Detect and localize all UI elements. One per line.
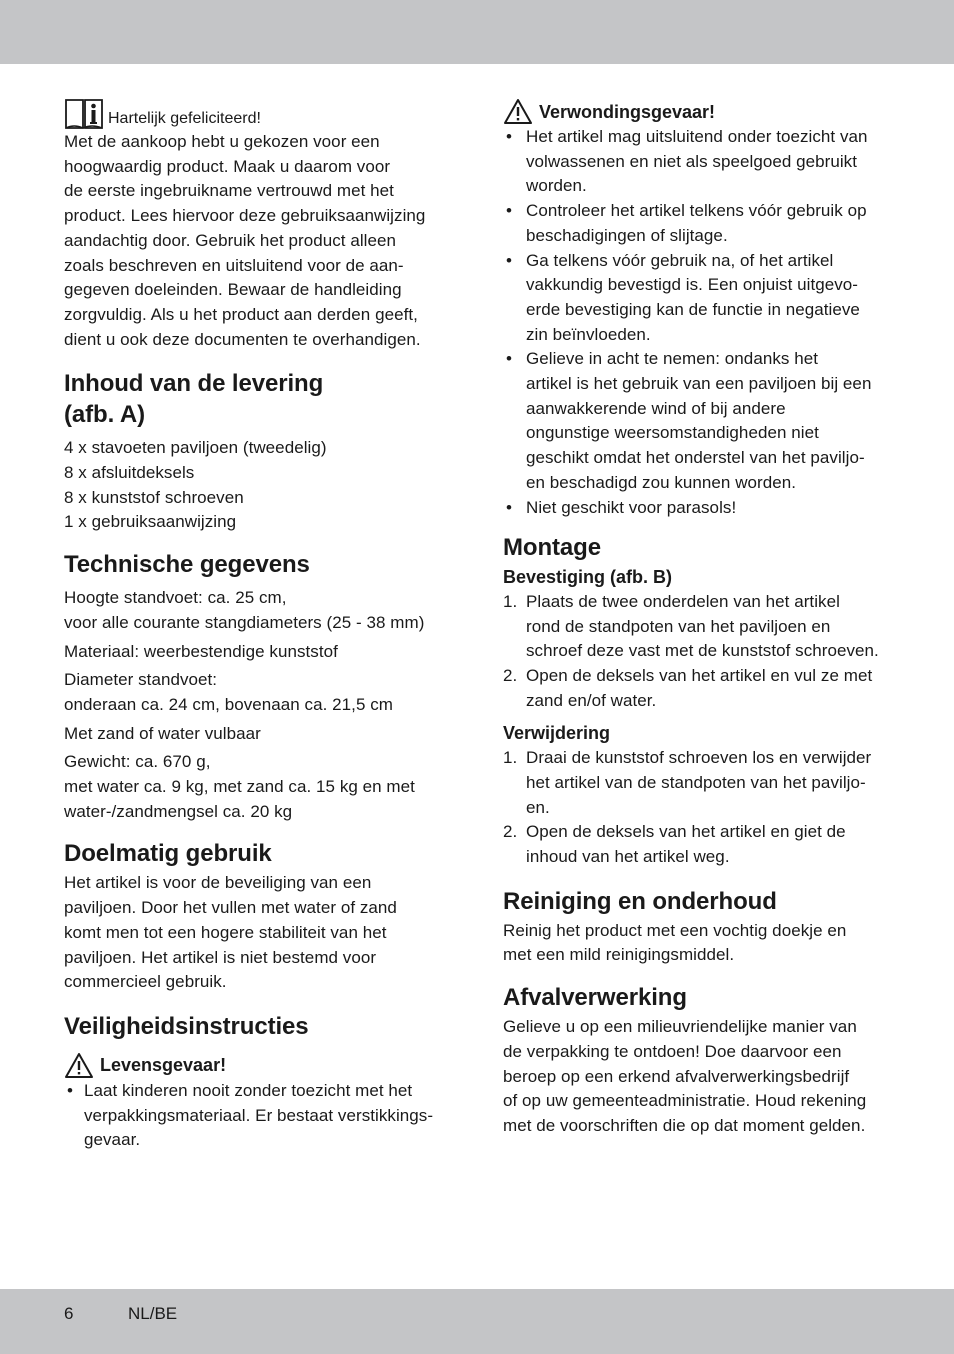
text-line: commercieel gebruik. <box>64 972 227 992</box>
text-line: zorgvuldig. Als u het product aan derden geeft, <box>64 304 418 324</box>
warning-triangle-icon <box>503 98 533 125</box>
language-code: NL/BE <box>128 1304 178 1323</box>
waste-paragraph <box>503 1015 895 1139</box>
text-line: Het artikel mag uitsluitend onder toezicht van <box>526 127 868 146</box>
tech-block <box>64 640 448 665</box>
manual-info-icon <box>64 96 104 130</box>
danger-title: Levensgevaar! <box>100 1055 227 1076</box>
mount-subheading: Bevestiging (afb. B) <box>503 567 673 588</box>
text-line: geschikt omdat het onderstel van het paviljo- <box>526 448 865 468</box>
text-line: beschadigingen of slijtage. <box>526 225 728 245</box>
text-line: Controleer het artikel telkens vóór gebruik op <box>526 201 867 221</box>
right-column <box>503 98 895 1139</box>
list-item: 8 x afsluitdeksels <box>64 463 195 483</box>
text-line: zoals beschreven en uitsluitend voor de aan- <box>64 255 404 275</box>
danger-list <box>64 1079 448 1153</box>
step-number: 2. <box>503 822 518 842</box>
header-bar <box>0 0 954 64</box>
text-line: of op uw gemeenteadministratie. Houd rekening <box>503 1091 867 1111</box>
tech-heading: Technische gegevens <box>64 551 310 579</box>
list-item <box>503 199 895 248</box>
text-line: het artikel van de standpoten van het paviljo- <box>526 772 866 792</box>
text-line: Met zand of water vulbaar <box>64 723 261 743</box>
list-item <box>64 1079 448 1153</box>
step-number: 2. <box>503 666 518 686</box>
assembly-heading: Montage <box>503 534 601 562</box>
injury-warning <box>503 98 895 125</box>
text-line: aanwakkerende wind of bij andere <box>526 398 786 418</box>
tech-block <box>64 586 448 635</box>
text-line: vakkundig bevestigd is. Een onjuist uitgevo- <box>526 275 859 295</box>
step-item <box>503 590 895 664</box>
danger-warning <box>64 1052 448 1079</box>
step-item <box>503 664 895 713</box>
text-line: Draai de kunststof schroeven los en verwijder <box>526 748 872 768</box>
text-line: Het artikel is voor de beveiliging van een <box>64 873 372 893</box>
text-line: Gelieve u op een milieuvriendelijke manier van <box>503 1017 857 1037</box>
tech-block <box>64 750 448 824</box>
text-line: de verpakking te ontdoen! Doe daarvoor een <box>503 1041 842 1061</box>
page-number: 6 <box>64 1304 74 1323</box>
mount-steps <box>503 590 895 714</box>
text-line: Reinig het product met een vochtig doekje en <box>503 920 847 940</box>
text-line: rond de standpoten van het paviljoen en <box>526 616 831 636</box>
text-line: product. Lees hiervoor deze gebruiksaanwijzing <box>64 206 426 226</box>
intro-paragraph <box>64 130 448 352</box>
safety-heading: Veiligheidsinstructies <box>64 1012 309 1040</box>
text-line: gegeven doeleinden. Bewaar de handleiding <box>64 280 402 300</box>
text-line: met een mild reinigingsmiddel. <box>503 945 735 965</box>
text-line: schroef deze vast met de kunststof schroeven. <box>526 641 879 661</box>
text-line: met water ca. 9 kg, met zand ca. 15 kg en met <box>64 777 415 797</box>
text-line: de eerste ingebruikname vertrouwd met het <box>64 181 394 201</box>
step-item <box>503 820 895 869</box>
text-line: Diameter standvoet: <box>64 670 218 690</box>
text-line: Gelieve in acht te nemen: ondanks het <box>526 349 818 369</box>
text-line: artikel is het gebruik van een paviljoen bij een <box>526 374 872 394</box>
text-line: dient u ook deze documenten te overhandigen. <box>64 329 421 349</box>
list-item: 1 x gebruiksaanwijzing <box>64 512 237 532</box>
text-line: Laat kinderen nooit zonder toezicht met het <box>84 1080 413 1100</box>
use-heading: Doelmatig gebruik <box>64 840 272 868</box>
text-line: hoogwaardig product. Maak u daarom voor <box>64 156 391 176</box>
tech-block <box>64 722 448 747</box>
list-item <box>503 249 895 348</box>
text-line: beroep op een erkend afvalverwerkingsbedrijf <box>503 1066 850 1086</box>
list-item <box>503 496 895 521</box>
text-line: paviljoen. Door het vullen met water of zand <box>64 898 397 918</box>
tech-block <box>64 668 448 717</box>
text-line: zand en/of water. <box>526 690 657 710</box>
text-line: komt men tot een hogere stabiliteit van het <box>64 922 387 942</box>
list-item: 8 x kunststof schroeven <box>64 487 244 507</box>
text-line: gevaar. <box>84 1130 141 1150</box>
injury-title: Verwondingsgevaar! <box>539 101 716 122</box>
text-line: worden. <box>526 176 587 196</box>
text-line: Open de deksels van het artikel en giet de <box>526 822 846 842</box>
injury-list <box>503 125 895 520</box>
contents-heading <box>64 368 448 430</box>
text-line: inhoud van het artikel weg. <box>526 846 730 866</box>
step-number: 1. <box>503 748 518 768</box>
list-item: 4 x stavoeten paviljoen (tweedelig) <box>64 438 327 458</box>
clean-heading: Reiniging en onderhoud <box>503 887 777 915</box>
clean-paragraph <box>503 919 895 968</box>
use-paragraph <box>64 871 448 995</box>
contents-list <box>64 436 448 535</box>
text-line: water-/zandmengsel ca. 20 kg <box>64 801 293 821</box>
text-line: met de voorschriften die op dat moment gelden. <box>503 1115 866 1135</box>
text-line: Plaats de twee onderdelen van het artikel <box>526 591 840 611</box>
warning-triangle-icon <box>64 1052 94 1079</box>
intro-lead: Hartelijk gefeliciteerd! <box>108 110 261 127</box>
text-line: volwassenen en niet als speelgoed gebruikt <box>526 151 857 171</box>
text-line: aandachtig door. Gebruik het product alleen <box>64 230 396 250</box>
text-line: Open de deksels van het artikel en vul ze met <box>526 666 873 686</box>
waste-heading: Afvalverwerking <box>503 984 687 1012</box>
text-line: en. <box>526 797 550 817</box>
heading-line: (afb. A) <box>64 401 145 429</box>
text-line: Hoogte standvoet: ca. 25 cm, <box>64 588 287 608</box>
text-line: verpakkingsmateriaal. Er bestaat verstikkings- <box>84 1105 434 1125</box>
text-line: en beschadigd zou kunnen worden. <box>526 472 797 492</box>
text-line: erde bevestiging kan de functie in negatieve <box>526 299 860 319</box>
text-line: Gewicht: ca. 670 g, <box>64 752 211 772</box>
text-line: ongunstige weersomstandigheden niet <box>526 423 819 443</box>
left-column <box>64 96 448 1153</box>
intro-heading <box>64 96 448 130</box>
remove-steps <box>503 746 895 870</box>
step-item <box>503 746 895 820</box>
text-line: zin beïnvloeden. <box>526 324 651 344</box>
heading-line: Inhoud van de levering <box>64 370 324 398</box>
text-line: onderaan ca. 24 cm, bovenaan ca. 21,5 cm <box>64 694 393 714</box>
text-line: voor alle courante stangdiameters (25 - 38 mm) <box>64 612 425 632</box>
text-line: paviljoen. Het artikel is niet bestemd voor <box>64 947 377 967</box>
step-number: 1. <box>503 591 518 611</box>
text-line: Met de aankoop hebt u gekozen voor een <box>64 132 380 151</box>
list-item <box>503 125 895 199</box>
text-line: Ga telkens vóór gebruik na, of het artikel <box>526 250 834 270</box>
text-line: Materiaal: weerbestendige kunststof <box>64 641 338 661</box>
list-item <box>503 347 895 495</box>
text-line: Niet geschikt voor parasols! <box>526 497 737 517</box>
remove-subheading: Verwijdering <box>503 723 611 744</box>
